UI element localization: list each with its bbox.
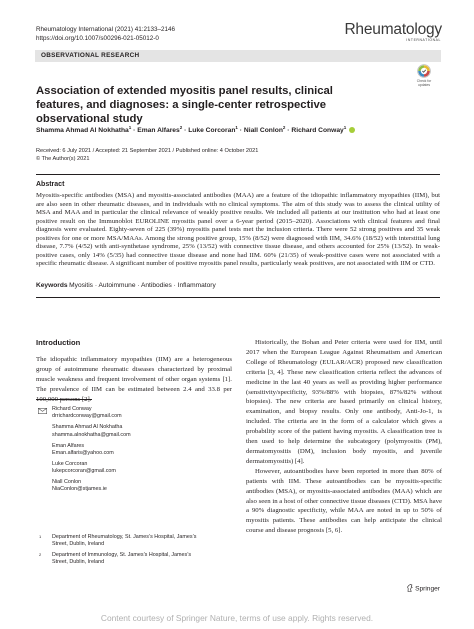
crossmark-icon bbox=[417, 64, 431, 78]
author-separator: · bbox=[182, 127, 189, 135]
right-column bbox=[246, 338, 442, 536]
journal-logo bbox=[344, 22, 442, 42]
contact-name: Shamma Ahmad Al Nokhatha bbox=[52, 424, 123, 431]
author-separator: · bbox=[131, 127, 138, 135]
publication-history: Received: 6 July 2021 / Accepted: 21 September 2021 / Published online: 4 October 2021 bbox=[36, 148, 259, 154]
author-affiliation-sup: 2 bbox=[282, 125, 286, 130]
envelope-icon bbox=[38, 408, 47, 414]
contact-email[interactable]: Eman.alfaris@yahoo.com bbox=[52, 449, 114, 456]
contact-entry bbox=[36, 406, 232, 421]
abstract-heading: Abstract bbox=[36, 181, 65, 188]
body-paragraph: Historically, the Bohan and Peter criteria were used for IIM, until 2017 when the European League Against Rheumatism and American College of Rheumatology (EULAR/ACR) proposed new classification criteria [3, 4]. These new classification criteria reflect the advances of medicine in the last 40 years as well as providing higher performance (sensitivity/specificity, 93%/88% with biopsies, 87%/82% without biopsies). The new criteria are based primarily on clinical history, examination, and biopsy results. Only one antibody, Anti-Jo-1, is included. The criteria are in the form of a calculator which gives a probability score of the patient having myositis. A classification tree is then used to help determine the subcategory (polymyositis (PM), dermatomyositis (DM), inclusion body myositis, and juvenile dermatomyositis) [4]. bbox=[246, 339, 442, 465]
contact-name: Eman Alfares bbox=[52, 442, 85, 449]
contact-entry bbox=[36, 461, 232, 476]
publisher-mark bbox=[407, 584, 440, 593]
author-list bbox=[36, 125, 355, 134]
author-affiliation-sup: 2 bbox=[179, 125, 183, 130]
affiliation-number: 2 bbox=[39, 552, 42, 558]
affiliation-line: Street, Dublin, Ireland bbox=[52, 559, 105, 566]
body-paragraph: However, autoantibodies have been reported in more than 80% of patients with IIM. These autoantibodies can be myositis-specific antibodies (MSA), or myositis-associated antibodies (MAA) which are also seen in a host of other connective tissue diseases (CTD). MSA have a 90% diagnostic specificity, while MAA are noted in up to 50% of myositis patients. These antibodies can help anticipate the clinical course and disease prognosis [5, 6]. bbox=[246, 467, 442, 535]
journal-logo-title: Rheumatology bbox=[344, 21, 442, 38]
introduction-heading: Introduction bbox=[36, 338, 81, 347]
affiliation-number: 1 bbox=[39, 534, 42, 539]
author-name[interactable]: Richard Conway bbox=[291, 127, 344, 135]
publication-dates bbox=[36, 148, 258, 163]
author-affiliation-sup: 1 bbox=[343, 125, 347, 130]
introduction-paragraph: The idiopathic inflammatory myopathies (IIM) are a heterogeneous group of autoimmune rheumatic diseases characterized by proximal muscle weakness and frequent involvement of other organ systems [1]. The prevalence of IIM can be estimated between 2.4 and 33.8 per 100,000 persons [2]. bbox=[36, 356, 232, 403]
affiliation-entry bbox=[36, 552, 232, 567]
publisher-name: Springer bbox=[415, 585, 440, 593]
contact-name: Niall Conlon bbox=[52, 479, 82, 486]
article-type: OBSERVATIONAL RESEARCH bbox=[41, 52, 140, 60]
contact-email[interactable]: NiaConlon@stjames.ie bbox=[52, 486, 107, 493]
correspondence-block bbox=[36, 406, 232, 497]
contact-entry bbox=[36, 424, 232, 439]
contact-entry bbox=[36, 443, 232, 458]
author-name[interactable]: Shamma Ahmad Al Nokhatha bbox=[36, 127, 129, 135]
check-for-updates-badge[interactable] bbox=[411, 64, 437, 87]
affiliation-line: Department of Rheumatology, St. James’s Hospital, James’s bbox=[52, 534, 197, 540]
keywords bbox=[36, 282, 440, 289]
article-title: Association of extended myositis panel results, clinical features, and diagnoses: a single-center retrospective observational study bbox=[36, 85, 333, 125]
springer-horse-icon bbox=[407, 584, 413, 592]
contact-email[interactable]: drrichardconway@gmail.com bbox=[52, 413, 122, 420]
copyright-notice: © The Author(s) 2021 bbox=[36, 155, 90, 162]
author-name[interactable]: Eman Alfares bbox=[137, 127, 180, 135]
crossmark-line2: updates bbox=[417, 83, 431, 87]
author-separator: · bbox=[237, 127, 244, 135]
contact-email[interactable]: shamma.alnokhatha@gmail.com bbox=[52, 431, 131, 438]
journal-reference bbox=[36, 26, 175, 43]
journal-citation: Rheumatology International (2021) 41:2133–2146 bbox=[36, 26, 175, 33]
author-name[interactable]: Niall Conlon bbox=[243, 127, 283, 135]
affiliation-entry bbox=[36, 534, 232, 549]
check-for-updates-label bbox=[411, 79, 437, 87]
contact-email[interactable]: lukepcorcoran@gmail.com bbox=[52, 468, 116, 475]
keywords-list: Myositis · Autoimmune · Antibodies · Inflammatory bbox=[69, 282, 216, 289]
keywords-bottom-rule bbox=[36, 297, 440, 298]
orcid-icon[interactable] bbox=[349, 127, 355, 133]
crossmark-line1: Check for bbox=[416, 79, 432, 83]
keywords-label: Keywords bbox=[36, 282, 68, 289]
abstract-text: Myositis-specific antibodies (MSA) and myositis-associated antibodies (MAA) are a feature of the idiopathic inflammatory myopathies (IIM), but are also seen in other rheumatic diseases, and in individuals with no clinical symptoms. The aim of this study was to assess the clinical utility of MSA and MAA and in particular the clinical relevance of weakly positive results. We included all patients at our institution who had at least one positive result on the Immunoblot EUROLINE myositis panel over a 6-year period (2015–2020). Associations with clinical features and final diagnosis were evaluated. Eighty-seven of 225 (39%) myositis panel tests met the inclusion criteria. There were 52 strong positives and 35 weak positives for one or more MSA/MAAs. Among the strong positive group, 15% (8/52) were diagnosed with IIM, 34.6% (18/52) with interstitial lung disease, 7.7% (4/52) with anti-synthetase syndrome, 25% (13/52) with connective tissue disease, and others accounted for 25% (13/52). In weak-positive cases, only 14% (5/35) had connective tissue disease and none had IIM. 60% (21/35) of weak-positive cases were not associated with a specific rheumatic disease. A significant number of positive myositis panel results, particularly weak positives, are not associated with IIM or CTD. bbox=[36, 192, 440, 268]
contact-entry bbox=[36, 479, 232, 494]
affiliations-block bbox=[36, 534, 232, 570]
author-name[interactable]: Luke Corcoran bbox=[188, 127, 236, 135]
doi-link[interactable]: https://doi.org/10.1007/s00296-021-05012-0 bbox=[36, 34, 159, 42]
contact-name: Luke Corcoran bbox=[52, 460, 88, 467]
author-affiliation-sup: 1 bbox=[235, 125, 238, 130]
author-affiliation-sup: 1 bbox=[128, 125, 132, 130]
author-separator: · bbox=[285, 127, 292, 135]
contact-name: Richard Conway bbox=[52, 406, 92, 412]
footnote-rule bbox=[36, 399, 92, 400]
affiliation-line: Street, Dublin, Ireland bbox=[52, 541, 105, 548]
journal-logo-subtitle: INTERNATIONAL bbox=[406, 38, 441, 42]
article-type-banner bbox=[35, 50, 441, 62]
affiliation-line: Department of Immunology, St. James’s Hospital, James’s bbox=[52, 552, 192, 559]
courtesy-footer: Content courtesy of Springer Nature, terms of use apply. Rights reserved. bbox=[100, 613, 374, 623]
abstract-top-rule bbox=[36, 174, 440, 175]
